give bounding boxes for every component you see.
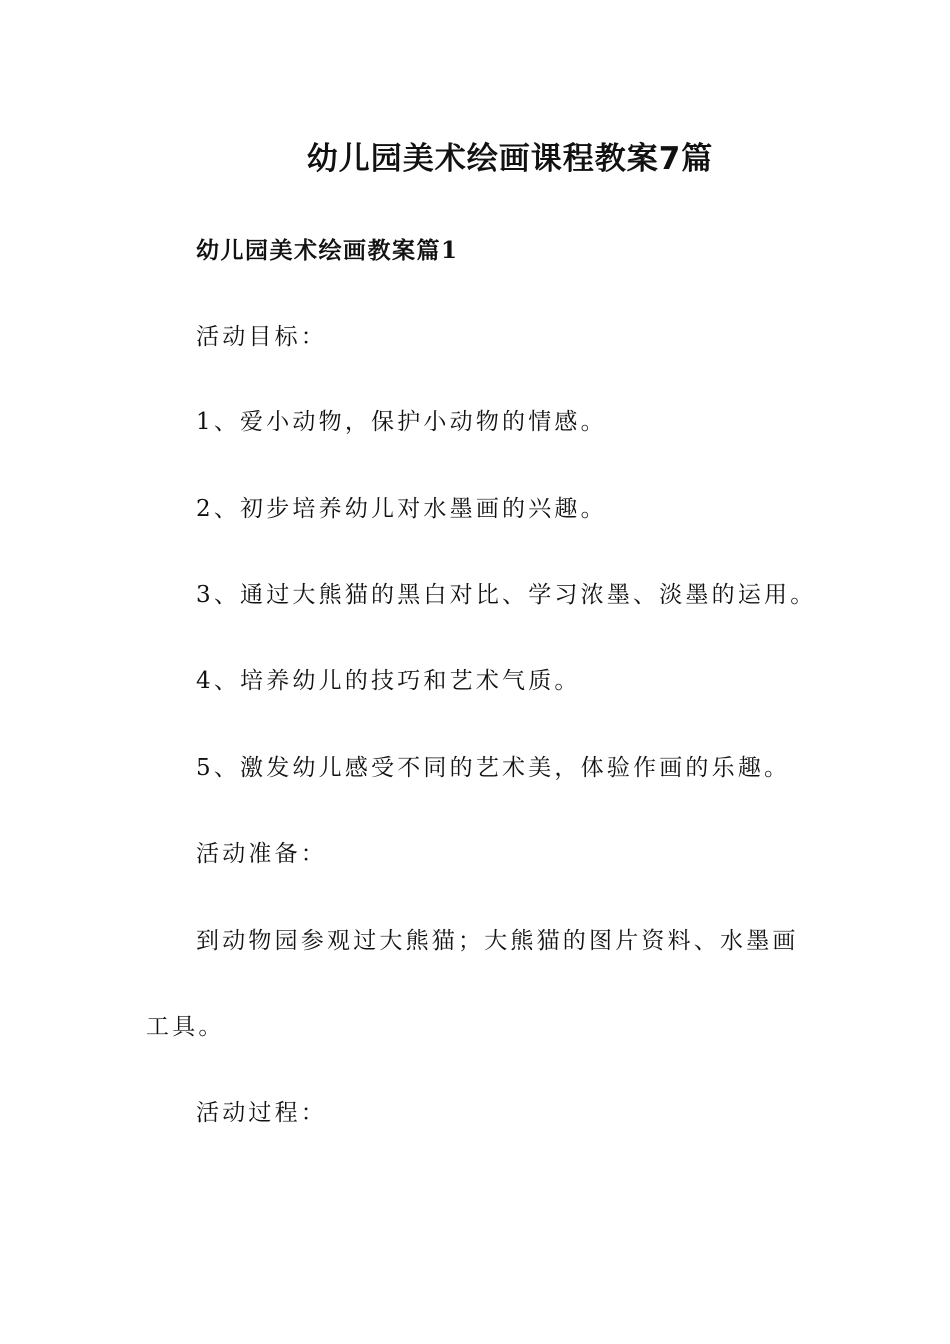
prep-text: 到动物园参观过大熊猫；大熊猫的图片资料、水墨画 xyxy=(196,928,799,954)
process-label: 活动过程： xyxy=(196,1100,327,1126)
goals-label: 活动目标： xyxy=(196,324,327,350)
goal-item: 3、通过大熊猫的黑白对比、学习浓墨、淡墨的运用。 xyxy=(196,582,817,608)
goal-item: 5、激发幼儿感受不同的艺术美，体验作画的乐趣。 xyxy=(196,755,791,781)
goal-item: 2、初步培养幼儿对水墨画的兴趣。 xyxy=(196,496,607,522)
section-heading: 幼儿园美术绘画教案篇1 xyxy=(196,237,459,264)
document-title: 幼儿园美术绘画课程教案7篇 xyxy=(306,141,714,177)
prep-text-continued: 工具。 xyxy=(146,1014,225,1040)
prep-label: 活动准备： xyxy=(196,841,327,867)
goal-item: 4、培养幼儿的技巧和艺术气质。 xyxy=(196,668,581,694)
goal-item: 1、爱小动物，保护小动物的情感。 xyxy=(196,409,607,435)
